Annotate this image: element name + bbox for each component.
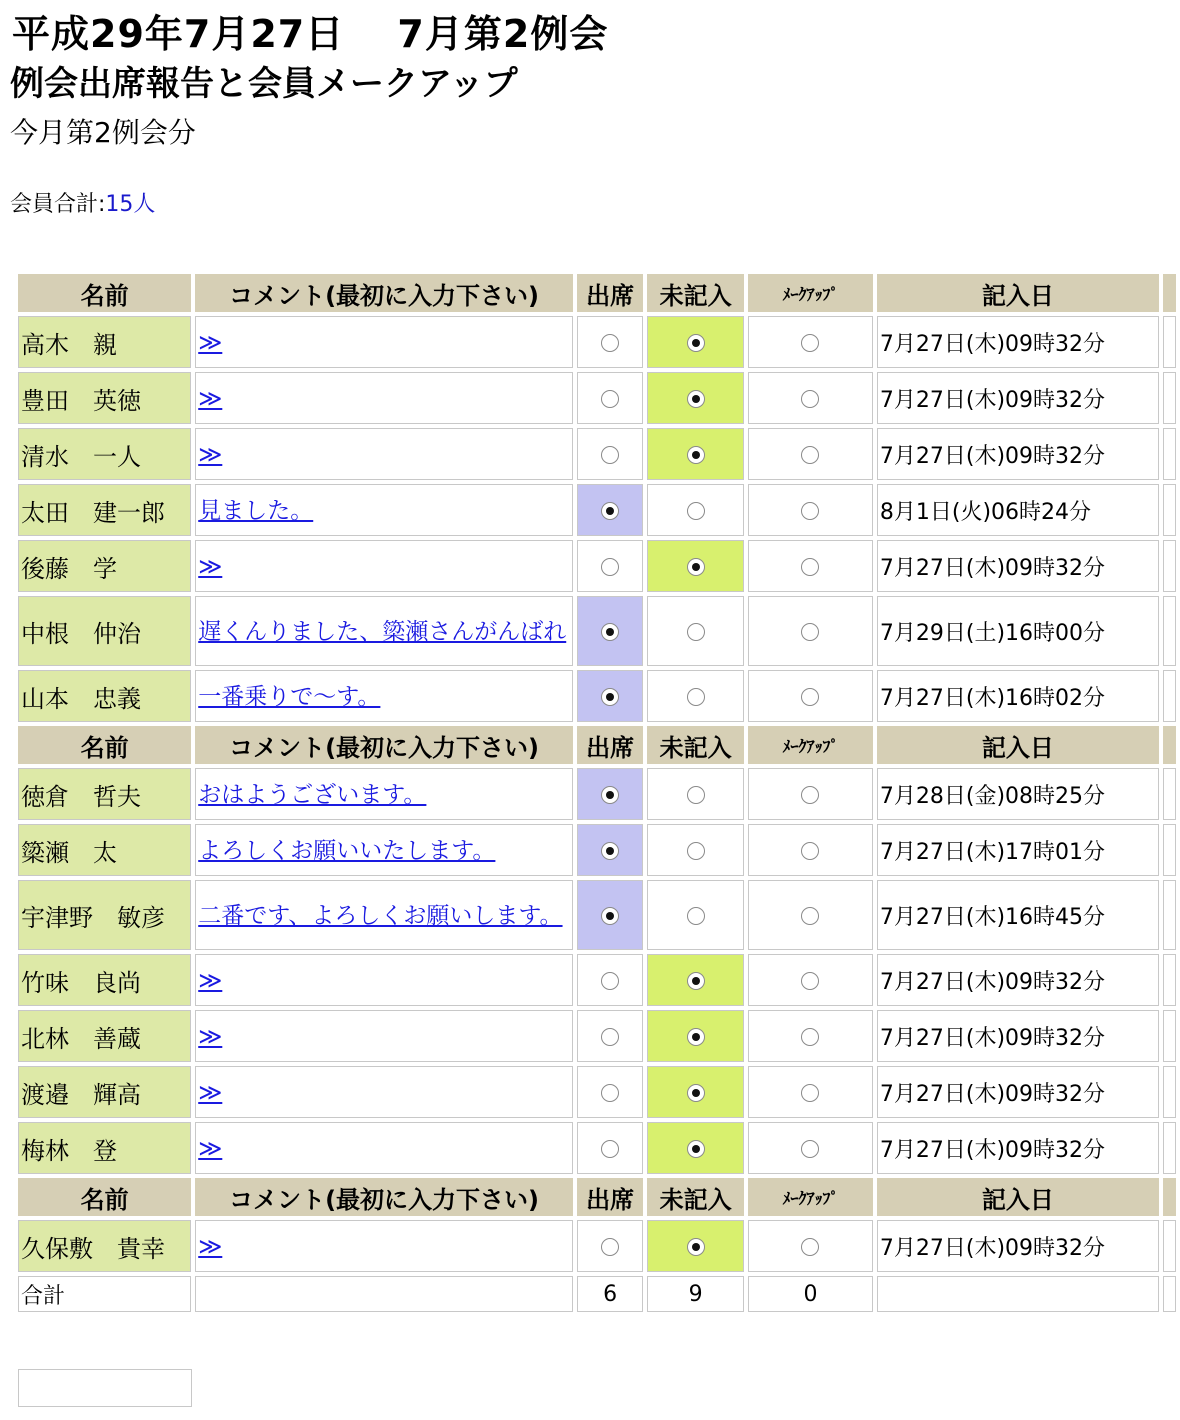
header-unrecorded: 未記入 — [647, 274, 744, 312]
header-extra — [1163, 726, 1176, 764]
unrecorded-radio[interactable] — [687, 334, 705, 352]
comment-link[interactable]: ≫ — [198, 968, 223, 994]
attend-radio[interactable] — [601, 842, 619, 860]
unrecorded-radio-cell — [647, 1122, 744, 1174]
makeup-radio-cell — [748, 1220, 873, 1272]
header-makeup: ﾒｰｸｱｯﾌﾟ — [748, 1178, 873, 1216]
row-extra — [1163, 954, 1176, 1006]
makeup-radio[interactable] — [801, 446, 819, 464]
unrecorded-radio[interactable] — [687, 842, 705, 860]
blank-input-box — [18, 1369, 192, 1407]
member-name: 竹味 良尚 — [18, 954, 191, 1006]
member-name: 豊田 英徳 — [18, 372, 191, 424]
row-extra — [1163, 372, 1176, 424]
comment-link[interactable]: ≫ — [198, 442, 223, 468]
unrecorded-radio-cell — [647, 880, 744, 950]
makeup-radio-cell — [748, 768, 873, 820]
unrecorded-radio[interactable] — [687, 907, 705, 925]
member-name: 簗瀬 太 — [18, 824, 191, 876]
member-row — [18, 540, 1176, 592]
comment-cell — [195, 1010, 573, 1062]
header-unrecorded: 未記入 — [647, 1178, 744, 1216]
entry-date: 7月27日(木)09時32分 — [877, 954, 1159, 1006]
header-name: 名前 — [18, 726, 191, 764]
unrecorded-radio-cell — [647, 1066, 744, 1118]
makeup-radio[interactable] — [801, 334, 819, 352]
comment-cell — [195, 824, 573, 876]
comment-cell — [195, 596, 573, 666]
attend-radio[interactable] — [601, 390, 619, 408]
comment-link[interactable]: 遅くんりました、簗瀬さんがんばれ — [198, 619, 567, 645]
makeup-radio-cell — [748, 540, 873, 592]
makeup-radio-cell — [748, 824, 873, 876]
totals-comment — [195, 1276, 573, 1312]
entry-date: 7月27日(木)17時01分 — [877, 824, 1159, 876]
member-name: 太田 建一郎 — [18, 484, 191, 536]
comment-link[interactable]: ≫ — [198, 1234, 223, 1260]
unrecorded-radio[interactable] — [687, 623, 705, 641]
attendance-table — [14, 270, 1180, 1316]
comment-cell — [195, 880, 573, 950]
makeup-radio-cell — [748, 372, 873, 424]
unrecorded-radio[interactable] — [687, 558, 705, 576]
row-extra — [1163, 768, 1176, 820]
section-label: 今月第2例会分 — [10, 116, 196, 149]
totals-makeup: 0 — [748, 1276, 873, 1312]
member-row — [18, 1010, 1176, 1062]
attend-radio-cell — [577, 372, 643, 424]
unrecorded-radio-cell — [647, 1010, 744, 1062]
entry-date: 7月27日(木)16時02分 — [877, 670, 1159, 722]
member-row — [18, 768, 1176, 820]
member-row — [18, 1066, 1176, 1118]
makeup-radio-cell — [748, 1010, 873, 1062]
unrecorded-radio-cell — [647, 596, 744, 666]
member-row — [18, 880, 1176, 950]
header-attend: 出席 — [577, 1178, 643, 1216]
attend-radio-cell — [577, 428, 643, 480]
member-total-value: 15人 — [105, 192, 156, 217]
attend-radio-cell — [577, 880, 643, 950]
member-row — [18, 372, 1176, 424]
makeup-radio[interactable] — [801, 1238, 819, 1256]
attend-radio-cell — [577, 1066, 643, 1118]
makeup-radio-cell — [748, 1066, 873, 1118]
attend-radio[interactable] — [601, 558, 619, 576]
header-date: 記入日 — [877, 274, 1159, 312]
entry-date: 7月27日(木)09時32分 — [877, 316, 1159, 368]
attend-radio[interactable] — [601, 907, 619, 925]
attend-radio-cell — [577, 768, 643, 820]
unrecorded-radio-cell — [647, 670, 744, 722]
member-row — [18, 824, 1176, 876]
attend-radio[interactable] — [601, 502, 619, 520]
totals-row — [18, 1276, 1176, 1312]
makeup-radio[interactable] — [801, 502, 819, 520]
row-extra — [1163, 880, 1176, 950]
row-extra — [1163, 596, 1176, 666]
unrecorded-radio-cell — [647, 954, 744, 1006]
makeup-radio-cell — [748, 596, 873, 666]
member-row — [18, 428, 1176, 480]
comment-cell — [195, 670, 573, 722]
header-comment: コメント(最初に入力下さい) — [195, 1178, 573, 1216]
header-makeup: ﾒｰｸｱｯﾌﾟ — [748, 274, 873, 312]
row-extra — [1163, 484, 1176, 536]
entry-date: 7月29日(土)16時00分 — [877, 596, 1159, 666]
member-name: 徳倉 哲夫 — [18, 768, 191, 820]
makeup-radio[interactable] — [801, 1140, 819, 1158]
attend-radio[interactable] — [601, 688, 619, 706]
attend-radio[interactable] — [601, 1028, 619, 1046]
member-name: 久保敷 貴幸 — [18, 1220, 191, 1272]
unrecorded-radio[interactable] — [687, 1028, 705, 1046]
attend-radio-cell — [577, 1122, 643, 1174]
page-subtitle: 例会出席報告と会員メークアップ — [10, 64, 518, 104]
makeup-radio[interactable] — [801, 972, 819, 990]
unrecorded-radio[interactable] — [687, 688, 705, 706]
totals-unrecorded: 9 — [647, 1276, 744, 1312]
entry-date: 7月27日(木)09時32分 — [877, 428, 1159, 480]
comment-link[interactable]: ≫ — [198, 1136, 223, 1162]
member-total — [10, 187, 155, 223]
row-extra — [1163, 824, 1176, 876]
row-extra — [1163, 1122, 1176, 1174]
makeup-radio-cell — [748, 1122, 873, 1174]
attend-radio[interactable] — [601, 334, 619, 352]
member-name: 宇津野 敏彦 — [18, 880, 191, 950]
unrecorded-radio-cell — [647, 768, 744, 820]
attend-radio[interactable] — [601, 1238, 619, 1256]
attend-radio[interactable] — [601, 446, 619, 464]
totals-attend: 6 — [577, 1276, 643, 1312]
makeup-radio-cell — [748, 484, 873, 536]
header-attend: 出席 — [577, 274, 643, 312]
table-header-row — [18, 1178, 1176, 1216]
comment-cell — [195, 428, 573, 480]
member-name: 後藤 学 — [18, 540, 191, 592]
unrecorded-radio[interactable] — [687, 502, 705, 520]
unrecorded-radio[interactable] — [687, 1238, 705, 1256]
comment-cell — [195, 1220, 573, 1272]
comment-link[interactable]: 二番です、よろしくお願いします。 — [198, 903, 563, 929]
comment-link[interactable]: 一番乗りで〜す。 — [198, 684, 381, 710]
attend-radio-cell — [577, 954, 643, 1006]
comment-cell — [195, 768, 573, 820]
entry-date: 8月1日(火)06時24分 — [877, 484, 1159, 536]
totals-label: 合計 — [18, 1276, 191, 1312]
unrecorded-radio[interactable] — [687, 1084, 705, 1102]
unrecorded-radio-cell — [647, 316, 744, 368]
row-extra — [1163, 670, 1176, 722]
makeup-radio[interactable] — [801, 688, 819, 706]
comment-cell — [195, 1122, 573, 1174]
row-extra — [1163, 428, 1176, 480]
attend-radio-cell — [577, 596, 643, 666]
member-row — [18, 1220, 1176, 1272]
makeup-radio-cell — [748, 880, 873, 950]
comment-link[interactable]: ≫ — [198, 1024, 223, 1050]
comment-cell — [195, 954, 573, 1006]
comment-link[interactable]: ≫ — [198, 1080, 223, 1106]
entry-date: 7月27日(木)09時32分 — [877, 540, 1159, 592]
header-extra — [1163, 274, 1176, 312]
member-row — [18, 316, 1176, 368]
unrecorded-radio[interactable] — [687, 786, 705, 804]
header-makeup: ﾒｰｸｱｯﾌﾟ — [748, 726, 873, 764]
attend-radio[interactable] — [601, 623, 619, 641]
header-attend: 出席 — [577, 726, 643, 764]
entry-date: 7月27日(木)09時32分 — [877, 1122, 1159, 1174]
comment-cell — [195, 372, 573, 424]
attend-radio-cell — [577, 316, 643, 368]
unrecorded-radio-cell — [647, 372, 744, 424]
comment-link[interactable]: おはようございます。 — [198, 782, 427, 808]
entry-date: 7月27日(木)09時32分 — [877, 372, 1159, 424]
attend-radio[interactable] — [601, 972, 619, 990]
makeup-radio[interactable] — [801, 907, 819, 925]
makeup-radio[interactable] — [801, 390, 819, 408]
member-row — [18, 670, 1176, 722]
unrecorded-radio-cell — [647, 824, 744, 876]
makeup-radio-cell — [748, 428, 873, 480]
unrecorded-radio[interactable] — [687, 390, 705, 408]
totals-date — [877, 1276, 1159, 1312]
member-name: 中根 仲治 — [18, 596, 191, 666]
makeup-radio[interactable] — [801, 558, 819, 576]
header-comment: コメント(最初に入力下さい) — [195, 274, 573, 312]
row-extra — [1163, 1066, 1176, 1118]
row-extra — [1163, 1010, 1176, 1062]
member-row — [18, 1122, 1176, 1174]
makeup-radio[interactable] — [801, 623, 819, 641]
comment-link[interactable]: ≫ — [198, 554, 223, 580]
unrecorded-radio-cell — [647, 484, 744, 536]
comment-link[interactable]: ≫ — [198, 386, 223, 412]
attend-radio-cell — [577, 824, 643, 876]
attend-radio-cell — [577, 540, 643, 592]
header-date: 記入日 — [877, 1178, 1159, 1216]
entry-date: 7月27日(木)09時32分 — [877, 1066, 1159, 1118]
entry-date: 7月27日(木)09時32分 — [877, 1010, 1159, 1062]
header-name: 名前 — [18, 1178, 191, 1216]
attend-radio-cell — [577, 1010, 643, 1062]
entry-date: 7月28日(金)08時25分 — [877, 768, 1159, 820]
unrecorded-radio-cell — [647, 540, 744, 592]
makeup-radio[interactable] — [801, 786, 819, 804]
table-header-row — [18, 274, 1176, 312]
totals-extra — [1163, 1276, 1176, 1312]
table-header-row — [18, 726, 1176, 764]
makeup-radio[interactable] — [801, 1084, 819, 1102]
member-name: 北林 善蔵 — [18, 1010, 191, 1062]
makeup-radio-cell — [748, 316, 873, 368]
member-total-label: 会員合計: — [10, 192, 106, 217]
header-comment: コメント(最初に入力下さい) — [195, 726, 573, 764]
attend-radio-cell — [577, 484, 643, 536]
entry-date: 7月27日(木)09時32分 — [877, 1220, 1159, 1272]
member-name: 渡邉 輝高 — [18, 1066, 191, 1118]
member-name: 梅林 登 — [18, 1122, 191, 1174]
header-unrecorded: 未記入 — [647, 726, 744, 764]
comment-link[interactable]: 見ました。 — [198, 498, 314, 524]
attend-radio[interactable] — [601, 786, 619, 804]
row-extra — [1163, 540, 1176, 592]
header-date: 記入日 — [877, 726, 1159, 764]
unrecorded-radio[interactable] — [687, 1140, 705, 1158]
comment-cell — [195, 484, 573, 536]
unrecorded-radio-cell — [647, 428, 744, 480]
comment-cell — [195, 1066, 573, 1118]
attend-radio[interactable] — [601, 1140, 619, 1158]
entry-date: 7月27日(木)16時45分 — [877, 880, 1159, 950]
unrecorded-radio-cell — [647, 1220, 744, 1272]
comment-link[interactable]: よろしくお願いいたします。 — [198, 838, 496, 864]
makeup-radio[interactable] — [801, 1028, 819, 1046]
attend-radio-cell — [577, 1220, 643, 1272]
makeup-radio[interactable] — [801, 842, 819, 860]
makeup-radio-cell — [748, 954, 873, 1006]
member-row — [18, 596, 1176, 666]
member-name: 山本 忠義 — [18, 670, 191, 722]
comment-cell — [195, 316, 573, 368]
member-row — [18, 954, 1176, 1006]
member-row — [18, 484, 1176, 536]
unrecorded-radio[interactable] — [687, 446, 705, 464]
row-extra — [1163, 1220, 1176, 1272]
row-extra — [1163, 316, 1176, 368]
comment-link[interactable]: ≫ — [198, 330, 223, 356]
attend-radio[interactable] — [601, 1084, 619, 1102]
comment-cell — [195, 540, 573, 592]
header-name: 名前 — [18, 274, 191, 312]
makeup-radio-cell — [748, 670, 873, 722]
unrecorded-radio[interactable] — [687, 972, 705, 990]
page-title: 平成29年7月27日 7月第2例会 — [12, 12, 609, 56]
member-name: 高木 親 — [18, 316, 191, 368]
header-extra — [1163, 1178, 1176, 1216]
attend-radio-cell — [577, 670, 643, 722]
member-name: 清水 一人 — [18, 428, 191, 480]
